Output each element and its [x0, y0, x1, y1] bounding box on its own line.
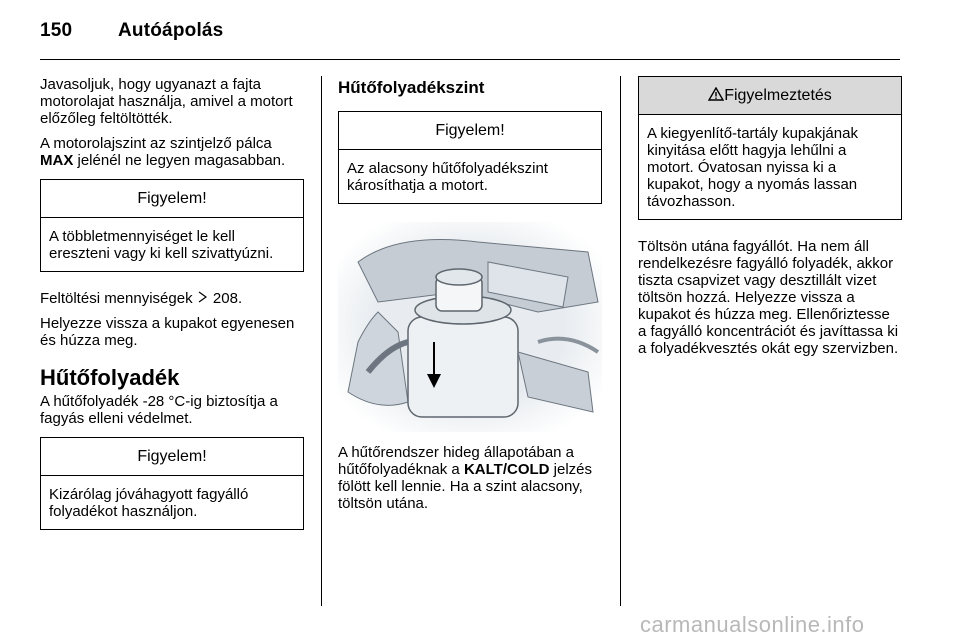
notice-box: [40, 437, 304, 530]
bold-term: KALT/COLD: [463, 461, 550, 478]
warning-title: Figyelmeztetés: [639, 77, 901, 115]
warning-icon: [708, 87, 724, 104]
section-title: Hűtőfolyadék: [40, 365, 180, 390]
notice-box: [338, 111, 602, 204]
notice-body: Az alacsony hűtőfolyadékszint károsíthatja a motort.: [347, 160, 548, 194]
paragraph: A hűtőfolyadék -28 °C-ig biztosítja a fagyás elleni védelmet.: [40, 393, 278, 427]
coolant-reservoir-illustration: [338, 222, 602, 432]
paragraph: Töltsön utána fagyállót. Ha nem áll rendelkezésre fagyálló folyadék, akkor tiszta csapvizet vagy desztillált vizet töltsön hozzá. Helyezze vissza a kupakot és húzza meg. Ellenőriztesse a fagyálló koncentrációt és javíttassa ki a folyadékvesztés okát egy szervizben.: [638, 238, 899, 357]
notice-title: Figyelem!: [41, 438, 303, 476]
page-header: [40, 20, 223, 42]
notice-body: Kizárólag jóváhagyott fagyálló folyadékot használjon.: [49, 486, 249, 520]
bold-term: MAX: [40, 152, 74, 169]
notice-title: Figyelem!: [41, 180, 303, 218]
notice-body: A többletmennyiséget le kell ereszteni vagy ki kell szivattyúzni.: [49, 228, 274, 262]
column-divider: [321, 76, 322, 606]
notice-title: Figyelem!: [339, 112, 601, 150]
column-2: [338, 76, 602, 520]
warning-box: [638, 76, 902, 220]
section-title: Hűtőfolyadékszint: [338, 78, 485, 97]
paragraph: Javasoljuk, hogy ugyanazt a fajta motorolajat használja, amivel a motort előzőleg feltöltötték.: [40, 76, 293, 127]
warning-body: A kiegyenlítő-tartály kupakjának kinyitása előtt hagyja lehűlni a motort. Óvatosan nyissa ki a kupakot, hogy a nyomás lassan távozhasson.: [647, 125, 858, 210]
ref-arrow-icon[interactable]: [197, 290, 209, 307]
column-1: [40, 76, 304, 548]
paragraph: Feltöltési mennyiségek 208.: [40, 290, 243, 307]
page-number: 150: [40, 20, 73, 41]
notice-box: [40, 179, 304, 272]
paragraph: A hűtőrendszer hideg állapotában a hűtőfolyadéknak a KALT/COLD jelzés fölött kell lennie. Ha a szint alacsony, töltsön utána.: [338, 444, 593, 512]
paragraph: Helyezze vissza a kupakot egyenesen és húzza meg.: [40, 315, 295, 349]
page-title: Autóápolás: [118, 20, 224, 41]
page-reference[interactable]: 208.: [212, 290, 243, 307]
column-divider: [620, 76, 621, 606]
watermark: carmanualsonline.info: [640, 612, 865, 637]
paragraph: A motorolajszint az szintjelző pálca MAX jelénél ne legyen magasabban.: [40, 135, 286, 169]
column-3: [638, 76, 902, 365]
header-rule: [40, 59, 900, 60]
